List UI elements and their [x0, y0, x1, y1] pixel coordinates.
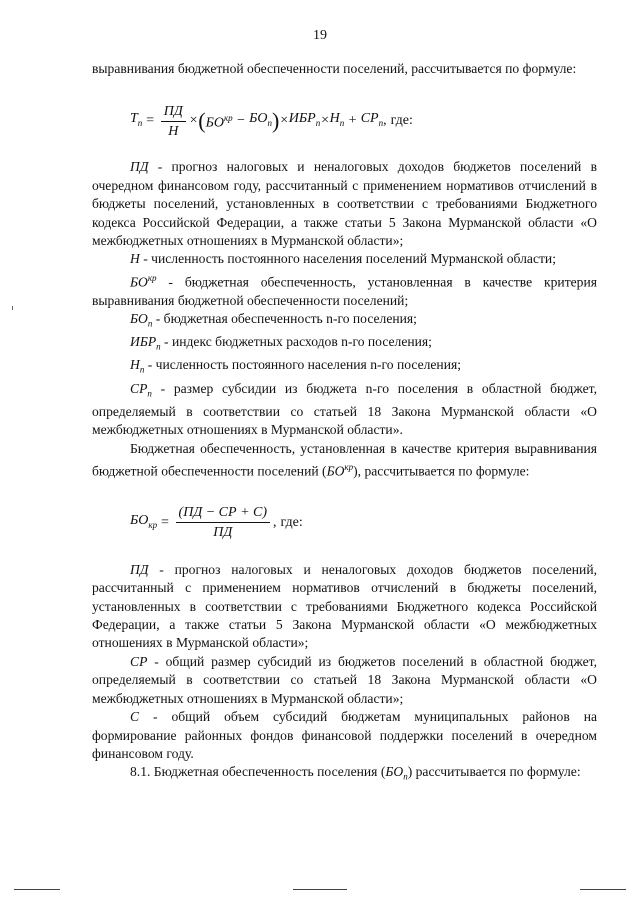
definition-text: - прогноз налоговых и неналоговых доходов бюджетов поселений, рассчитанный с применением нормативов отчислений в бюджеты поселений, установленных в соответствии с требованиями Бюджетного кодекса Российской Федерации, а также статьи 5 Закона Мурманской области «О межбюджетных отношениях в Мурманской области»; [92, 561, 597, 651]
inline-symbol: БО [385, 764, 404, 780]
definition-term: ПД [130, 159, 149, 175]
formula-symbol: $H_n$ [329, 111, 345, 129]
formula-where: где: [390, 113, 413, 129]
definition-item [92, 310, 597, 333]
inline-symbol-sup: кр [344, 461, 354, 472]
definition-text: - численность постоянного населения n-го поселения; [144, 357, 462, 373]
formula-symbol: × [320, 113, 330, 129]
footer-rule-left [14, 889, 60, 890]
paragraph-text: ) рассчитывается по формуле: [407, 764, 581, 780]
definition-term: СР [130, 653, 148, 669]
footer-rule-center [293, 889, 347, 890]
definition-text: - численность постоянного населения поселений Мурманской области; [139, 251, 556, 267]
definition-text: - бюджетная обеспеченность n-го поселения; [152, 311, 417, 327]
fraction-numerator: ПД [161, 103, 186, 122]
definition-term-sup: кр [147, 272, 157, 283]
fraction-denominator: ПД [213, 525, 233, 541]
definition-text: - прогноз налоговых и неналоговых доходов бюджетов поселений в очередном финансовом году, рассчитанный с применением нормативов отчислений в бюджеты поселений, установленных в соответствии с требованиями Бюджетного кодекса Российской Федерации, а также статьи 5 Закона Мурманской области «О межбюджетных отношениях в Мурманской области»; [92, 159, 597, 249]
inline-symbol-sub: n [403, 772, 408, 783]
definition-item [92, 269, 597, 310]
section-8-1-paragraph [92, 763, 597, 786]
formula-symbol: , [273, 514, 277, 530]
formula-symbol: $БО^{кр}$ [205, 113, 233, 132]
formula-where: где: [280, 514, 303, 530]
definition-term-sub: n [139, 365, 145, 376]
footer-rule-right [580, 889, 626, 890]
formula-symbol: $БО_{кр}$ [130, 512, 158, 530]
formula-symbol: , [383, 113, 387, 129]
fraction-numerator: (ПД − СР + С) [176, 504, 270, 523]
formula-symbol: $БО_n$ [249, 111, 272, 129]
definition-term: СР [130, 380, 148, 396]
formula-symbol: $T_п$ [130, 111, 143, 129]
paragraph-text: Бюджетная обеспеченность, установленная в качестве критерия выравнивания бюджетной обеспеченности поселений ( [92, 440, 597, 479]
formula-symbol: ( [198, 108, 206, 134]
definition-item [92, 708, 597, 763]
formula-fraction [161, 103, 186, 140]
formula-bokr [130, 497, 597, 549]
definition-term: ИБР [130, 334, 157, 350]
intro-paragraph [92, 60, 597, 78]
definition-text: - индекс бюджетных расходов n-го поселения; [160, 334, 432, 350]
formula-symbol: $ИБР_n$ [288, 111, 321, 129]
definition-item [92, 333, 597, 356]
margin-mark [12, 306, 13, 310]
intro-text: формуле: [522, 61, 577, 76]
definition-text: - размер субсидии из бюджета n-го поселения в областной бюджет, определяемый в соответствии со статьей 18 Закона Мурманской области «О межбюджетных отношениях в Мурманской области». [92, 380, 597, 438]
definition-term: С [130, 709, 140, 725]
formula-symbol: − [232, 113, 250, 129]
formula-symbol: ) [271, 108, 280, 134]
definition-term: H [130, 357, 140, 373]
formula-symbol: = [145, 113, 155, 129]
criterion-paragraph [92, 440, 597, 481]
definition-text: - общий размер субсидий из бюджетов поселений в областной бюджет, определяемый в соответствии со статьей 18 Закона Мурманской области «О межбюджетных отношениях в Мурманской области»; [92, 653, 597, 706]
formula-symbol: × [279, 113, 289, 129]
definition-term-sub: n [147, 318, 153, 329]
fraction-denominator: H [168, 123, 179, 139]
definition-item [92, 250, 597, 268]
intro-text: выравнивания бюджетной обеспеченности поселений, рассчитывается по [92, 61, 520, 76]
formula-symbol: $СР_n$ [360, 111, 384, 129]
definition-item [92, 158, 597, 250]
definition-term-sub: n [147, 388, 152, 399]
definition-term: ПД [130, 561, 149, 577]
page-number: 19 [313, 28, 327, 43]
formula-tn [130, 94, 597, 148]
definition-text: - бюджетная обеспеченность, установленная в качестве критерия выравнивания бюджетной обеспеченности поселений; [92, 274, 597, 308]
definition-term: H [130, 251, 140, 267]
paragraph-text: 8.1. Бюджетная обеспеченность поселения ( [130, 764, 386, 780]
formula-symbol: + [344, 113, 361, 129]
definition-item [92, 653, 597, 708]
definition-item [92, 380, 597, 440]
definition-term: БО [130, 311, 148, 327]
definition-term-sub: n [156, 342, 161, 353]
paragraph-text: ), рассчитывается по формуле: [353, 463, 530, 479]
definition-item [92, 356, 597, 379]
formula-fraction [176, 504, 270, 541]
definition-term: БО [130, 274, 148, 290]
definition-item [92, 561, 597, 653]
document-body [92, 60, 597, 786]
inline-symbol: БО [326, 463, 345, 479]
formula-symbol: × [188, 113, 199, 129]
formula-symbol: = [160, 514, 170, 530]
definition-text: - общий объем субсидий бюджетам муниципальных районов на формирование районных фондов финансовой поддержки поселений в очередном финансовом году. [92, 709, 597, 761]
